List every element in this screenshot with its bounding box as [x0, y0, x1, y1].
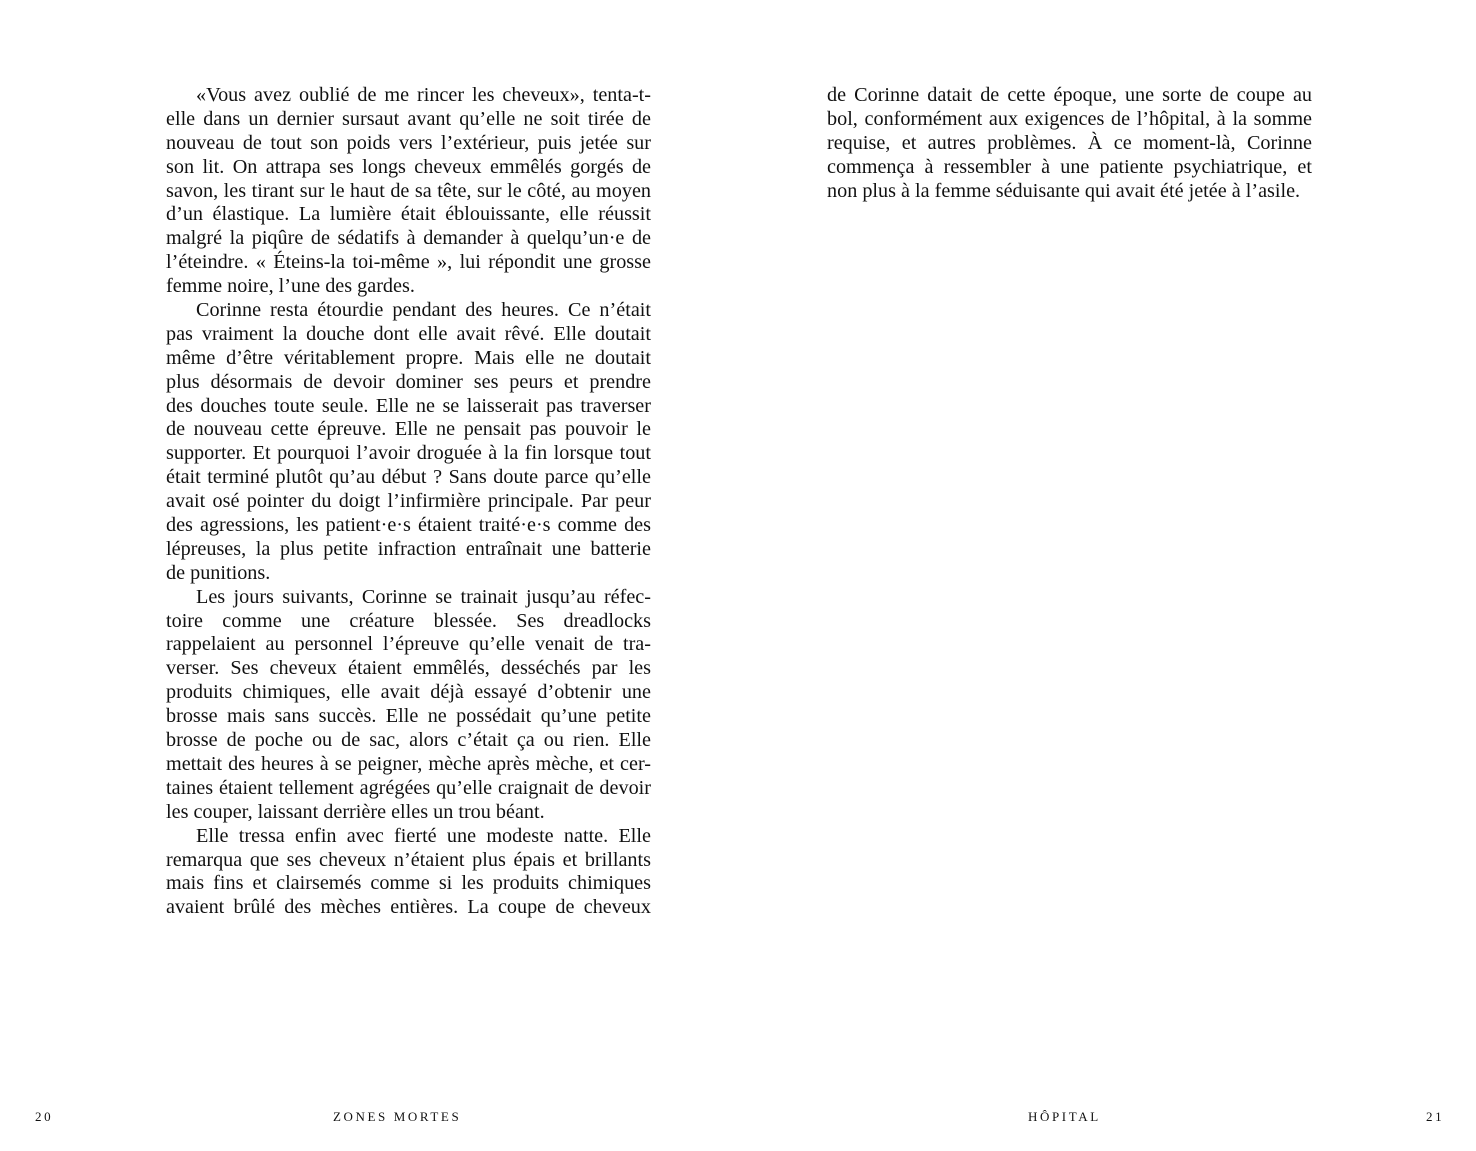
text-line: rappelaient au personnel l’épreuve qu’elle venait de tra- [166, 633, 651, 656]
text-line: de nouveau cette épreuve. Elle ne pensait pas pouvoir le [166, 418, 651, 441]
text-line: brosse de poche ou de sac, alors c’était ça ou rien. Elle [166, 729, 651, 752]
paragraph [166, 299, 651, 586]
text-line: les couper, laissant derrière elles un trou béant. [166, 800, 545, 823]
running-head-chapter-title: HÔPITAL [1028, 1109, 1101, 1124]
text-line: son lit. On attrapa ses longs cheveux emmêlés gorgés de [166, 155, 651, 178]
paragraph [166, 84, 651, 299]
text-line: des douches toute seule. Elle ne se laisserait pas traverser [166, 394, 651, 417]
text-line: des agressions, les patient·e·s étaient traité·e·s comme des [166, 514, 651, 537]
text-line: toire comme une créature blessée. Ses dreadlocks [166, 609, 651, 632]
text-line: était terminé plutôt qu’au début ? Sans doute parce qu’elle [166, 466, 651, 489]
text-line: avait osé pointer du doigt l’infirmière principale. Par peur [166, 490, 651, 513]
text-line: supporter. Et pourquoi l’avoir droguée à la fin lorsque tout [166, 442, 651, 465]
text-line: mettait des heures à se peigner, mèche après mèche, et cer- [166, 752, 651, 775]
text-line: même d’être véritablement propre. Mais elle ne doutait [166, 346, 651, 369]
text-line: d’un élastique. La lumière était éblouissante, elle réussit [166, 203, 651, 226]
text-line: verser. Ses cheveux étaient emmêlés, desséchés par les [166, 657, 651, 680]
paragraph [827, 84, 1312, 203]
text-line: non plus à la femme séduisante qui avait été jetée à l’asile. [827, 179, 1301, 202]
paragraph [166, 586, 651, 825]
right-page [738, 0, 1476, 1151]
text-line: requise, et autres problèmes. À ce moment-là, Corinne [827, 131, 1312, 154]
body-text [827, 84, 1312, 203]
page-number: 20 [35, 1109, 54, 1124]
text-line: taines étaient tellement agrégées qu’elle craignait de devoir [166, 776, 651, 799]
page-number: 21 [1426, 1109, 1445, 1124]
text-line: Les jours suivants, Corinne se trainait jusqu’au réfec- [196, 585, 651, 608]
text-line: de punitions. [166, 561, 271, 584]
text-line: savon, les tirant sur le haut de sa tête, sur le côté, au moyen [166, 179, 651, 202]
text-line: brosse mais sans succès. Elle ne possédait qu’une petite [166, 705, 651, 728]
text-line: produits chimiques, elle avait déjà essayé d’obtenir une [166, 681, 651, 704]
text-line: lépreuses, la plus petite infraction entraînait une batterie [166, 537, 651, 560]
text-line: elle dans un dernier sursaut avant qu’elle ne soit tirée de [166, 107, 651, 130]
text-line: avaient brûlé des mèches entières. La coupe de cheveux [166, 896, 651, 919]
text-line: «Vous avez oublié de me rincer les cheveux», tenta-t- [196, 84, 651, 106]
text-line: bol, conformément aux exigences de l’hôpital, à la somme [827, 107, 1312, 130]
text-line: remarqua que ses cheveux n’étaient plus épais et brillants [166, 848, 651, 871]
text-line: Elle tressa enfin avec fierté une modeste natte. Elle [196, 824, 651, 847]
text-line: commença à ressembler à une patiente psychiatrique, et [827, 155, 1312, 178]
paragraph [166, 825, 651, 921]
text-line: nouveau de tout son poids vers l’extérieur, puis jetée sur [166, 131, 651, 154]
text-line: mais fins et clairsemés comme si les produits chimiques [166, 872, 651, 895]
running-head-book-title: ZONES MORTES [333, 1109, 462, 1124]
text-line: malgré la piqûre de sédatifs à demander à quelqu’un·e de [166, 227, 651, 250]
text-line: de Corinne datait de cette époque, une sorte de coupe au [827, 84, 1312, 106]
text-line: Corinne resta étourdie pendant des heures. Ce n’était [196, 299, 651, 322]
text-line: femme noire, l’une des gardes. [166, 275, 415, 298]
text-line: l’éteindre. « Éteins-la toi-même », lui répondit une grosse [166, 251, 651, 274]
body-text [166, 84, 651, 920]
text-line: pas vraiment la douche dont elle avait rêvé. Elle doutait [166, 322, 651, 345]
text-line: plus désormais de devoir dominer ses peurs et prendre [166, 370, 651, 393]
